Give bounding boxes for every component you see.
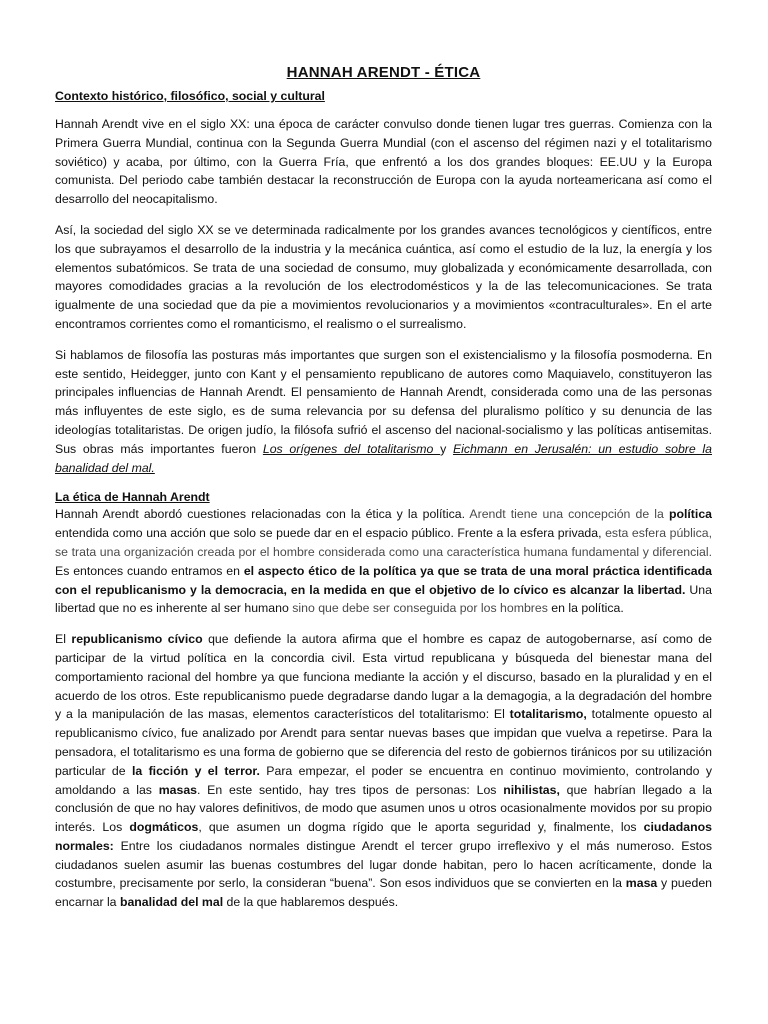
text-run: ciudadanos normales: xyxy=(55,820,712,853)
text-run: masa xyxy=(625,876,658,891)
text-run: republicanismo cívico xyxy=(71,632,203,647)
text-run: totalitarismo, xyxy=(509,707,587,722)
section-heading-ethics: La ética de Hannah Arendt xyxy=(55,490,210,505)
work-title-eichmann: Eichmann en Jerusalén: un estudio sobre la banalidad del mal. xyxy=(55,441,712,475)
text-run: entendida como una acción que solo se puede dar en el espacio público. Frente a la esfera privada, xyxy=(55,526,606,541)
section-heading-context: Contexto histórico, filosófico, social y cultural xyxy=(55,89,325,103)
text-run: Entre los ciudadanos normales distingue Arendt el tercer grupo irreflexivo y el más numeroso. Estos ciudadanos suelen asumir las buenas costumbres del lugar donde habitan, pero lo hacen acríticamente, donde la costumbre, precisamente por serlo, la consideran “buena”. Son esos individuos que se convierten en la xyxy=(55,838,712,891)
text-run: nihilistas, xyxy=(503,782,560,797)
text-run: esta esfera pública, se trata una organización creada por el hombre considerada como una característica humana fundamental y diferencial. xyxy=(55,526,712,559)
text-run: dogmáticos xyxy=(129,820,199,835)
text-run: . En este sentido, hay tres tipos de personas: Los xyxy=(197,782,504,797)
text-run: Es entonces cuando entramos en xyxy=(55,563,244,578)
paragraph-historical-context: Hannah Arendt vive en el siglo XX: una época de carácter convulso donde tienen lugar tres guerras. Comienza con la Primera Guerra Mundial, continua con la Segunda Guerra Mundial (con el ascenso del régimen nazi y el totalitarismo soviético) y acaba, por último, con la Guerra Fría, que enfrentó a los dos grandes bloques: EE.UU y la Europa comunista. Del periodo cabe también destacar la reconstrucción de Europa con la ayuda norteamericana así como el desarrollo del neocapitalismo. xyxy=(55,117,712,207)
text-run: masas xyxy=(158,782,197,797)
text-run: en la política. xyxy=(547,601,624,616)
paragraph-civic-republicanism xyxy=(55,630,712,912)
text-run: totalmente opuesto al republicanismo cívico, fue analizado por Arendt para sentar nuevas bases que impidan que vuelva a repetirse. Para la pensadora, el totalitarismo es una forma de gobierno que se diferencia del resto de gobiernos tiránicos por su utilización particular de xyxy=(55,707,712,778)
text-run: política xyxy=(668,507,712,522)
work-title-origins: Los orígenes del totalitarismo xyxy=(262,441,441,456)
text-run: que habrían llegado a la conclusión de que no hay valores definitivos, de modo que asumen unos u otros ocasionalmente movidos por su propio interés. Los xyxy=(55,782,713,835)
text-run: Para empezar, el poder se encuentra en continuo movimiento, controlando y amoldando a las xyxy=(55,763,712,797)
text-run: el aspecto ético de la política ya que se trata de una moral práctica identificada con el republicanismo y la democracia, en la medida en que el objetivo de lo cívico es alcanzar la libertad. xyxy=(55,563,713,597)
text-run: , que asumen un dogma rígido que le aporta seguridad y, finalmente, los xyxy=(198,820,644,835)
document-title: HANNAH ARENDT - ÉTICA xyxy=(286,64,481,81)
text-run: Una libertad que no es inherente al ser humano xyxy=(55,582,712,616)
text-run: Hannah Arendt abordó cuestiones relacionadas con la ética y la política. xyxy=(55,507,470,522)
text-run: banalidad del mal xyxy=(119,895,224,910)
paragraph-society: Así, la sociedad del siglo XX se ve determinada radicalmente por los grandes avances tecnológicos y científicos, entre los que subrayamos el desarrollo de la industria y la mecánica cuántica, así como el estudio de la luz, la energía y los elementos subatómicos. Se trata de una sociedad de consumo, muy globalizada y económicamente desarrollada, con mayores comodidades gracias a la revolución de los electrodomésticos y la de las telecomunicaciones. Se trata igualmente de una sociedad que da pie a movimientos revolucionarios y a movimientos «contraculturales». En el arte encontramos corrientes como el romanticismo, el realismo o el surrealismo. xyxy=(55,222,712,331)
paragraph-ethics-politics xyxy=(55,505,712,618)
conjunction-text: y xyxy=(440,441,453,456)
text-run: sino que debe ser conseguida por los hombres xyxy=(292,601,548,616)
text-run: y pueden encarnar la xyxy=(55,876,712,910)
paragraph-philosophy-text: Si hablamos de filosofía las posturas más importantes que surgen son el existencialismo y la filosofía posmoderna. En este sentido, Heidegger, junto con Kant y el pensamiento republicano de autores como Maquiavelo, constituyeron las principales influencias de Hannah Arendt. El pensamiento de Hannah Arendt, considerada como una de las personas más influyentes de este siglo, es de suma relevancia por su defensa del pluralismo político y su denuncia de las ideologías totalitaristas. De origen judío, la filósofa sufrió el ascenso del nacional-socialismo y las políticas antisemitas. Sus obras más importantes fueron xyxy=(55,347,712,456)
text-run: El xyxy=(55,632,72,647)
text-run: Arendt tiene una concepción de la xyxy=(469,507,669,522)
text-run: que defiende la autora afirma que el hombre es capaz de autogobernarse, así como de participar de la virtud política en la concordia civil. Esta virtud republicana y búsqueda del bienestar mana del comportamiento racional del hombre ya que funciona mediante la acción y el discurso, basado en la pluralidad y en el acuerdo de los otros. Este republicanismo puede degradarse dando lugar a la demagogia, a la degradación del hombre y a la manipulación de las masas, elementos característicos del totalitarismo: El xyxy=(55,632,712,722)
text-run: de la que hablaremos después. xyxy=(223,895,399,910)
paragraph-philosophy xyxy=(55,346,712,478)
text-run: la ficción y el terror. xyxy=(131,763,260,778)
